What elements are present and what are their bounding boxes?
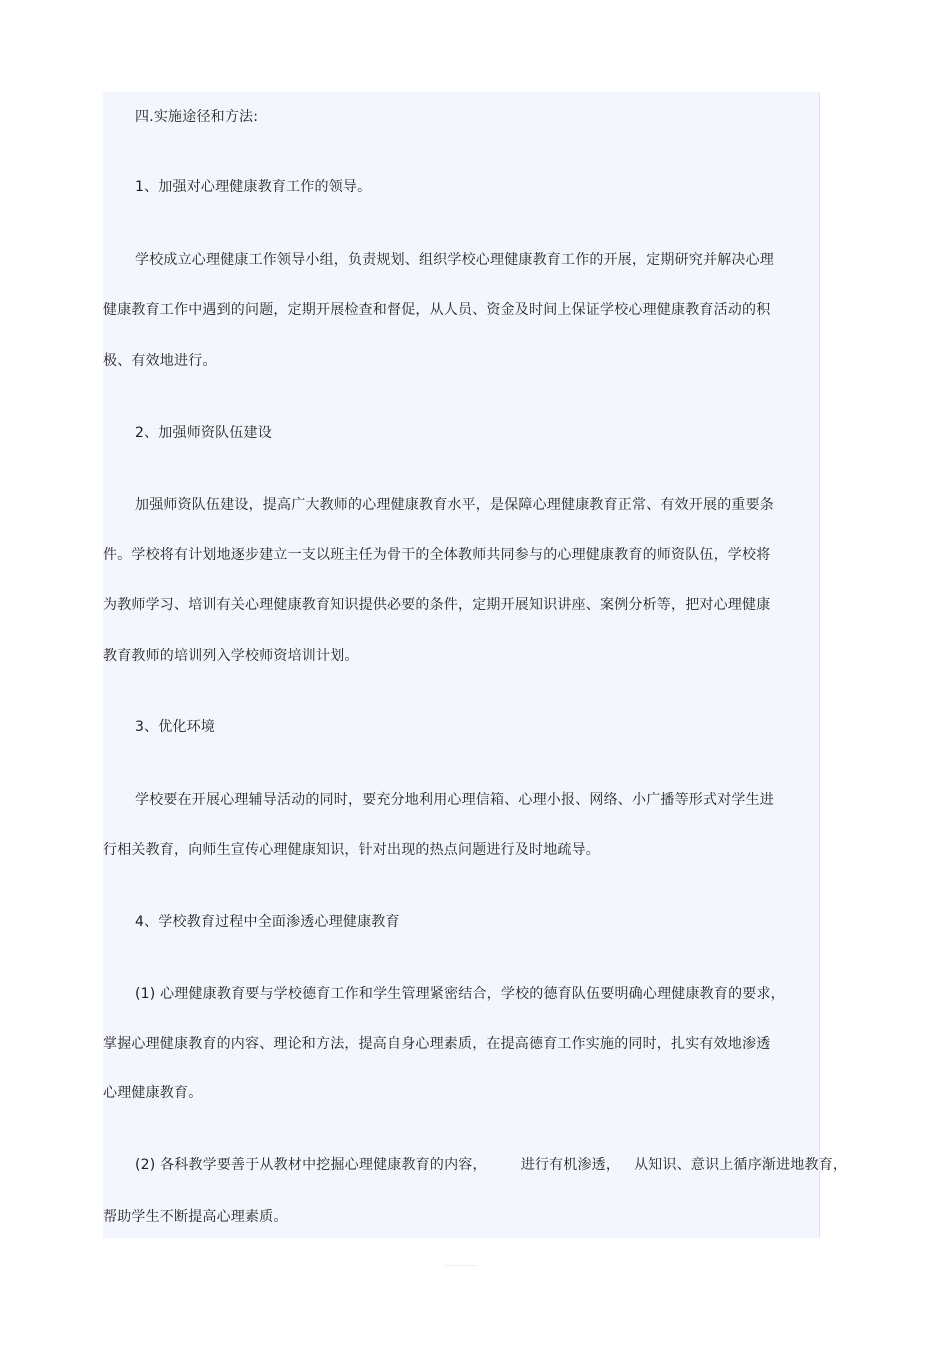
- text-segment: 进行有机渗透，: [520, 1157, 621, 1173]
- item-4-subparagraph-line: 掌握心理健康教育的内容、理论和方法，提高自身心理素质，在提高德育工作实施的同时，扎实有效地渗透: [103, 1036, 771, 1052]
- item-4-subparagraph-2-line: [135, 1155, 847, 1175]
- item-2-paragraph-line: 为教师学习、培训有关心理健康教育知识提供必要的条件，定期开展知识讲座、案例分析等，把对心理健康: [103, 597, 771, 613]
- item-4-subparagraph-line: 帮助学生不断提高心理素质。: [103, 1209, 288, 1225]
- item-3-heading: 3、优化环境: [135, 719, 216, 735]
- text-segment: 从知识、意识上循序渐进地教育，: [634, 1157, 848, 1173]
- item-3-paragraph-line: 学校要在开展心理辅导活动的同时，要充分地利用心理信箱、心理小报、网络、小广播等形式对学生进: [135, 792, 774, 808]
- item-1-paragraph-line: 极、有效地进行。: [103, 353, 217, 369]
- item-1-paragraph-line: 健康教育工作中遇到的问题，定期开展检查和督促，从人员、资金及时间上保证学校心理健康教育活动的积: [103, 302, 771, 318]
- page-footer-mark: [445, 1265, 477, 1266]
- section-heading: 四.实施途径和方法:: [135, 109, 259, 125]
- item-2-paragraph-line: 教育教师的培训列入学校师资培训计划。: [103, 648, 359, 664]
- item-2-heading: 2、加强师资队伍建设: [135, 425, 272, 441]
- item-1-paragraph-line: 学校成立心理健康工作领导小组，负责规划、组织学校心理健康教育工作的开展，定期研究并解决心理: [135, 252, 774, 268]
- item-2-paragraph-line: 件。学校将有计划地逐步建立一支以班主任为骨干的全体教师共同参与的心理健康教育的师资队伍，学校将: [103, 547, 771, 563]
- item-2-paragraph-line: 加强师资队伍建设，提高广大教师的心理健康教育水平，是保障心理健康教育正常、有效开展的重要条: [135, 497, 774, 513]
- text-segment: (2) 各科教学要善于从教材中挖掘心理健康教育的内容，: [135, 1157, 487, 1173]
- item-4-subparagraph-line: (1) 心理健康教育要与学校德育工作和学生管理紧密结合，学校的德育队伍要明确心理健康教育的要求，: [135, 986, 785, 1002]
- item-3-paragraph-line: 行相关教育，向师生宣传心理健康知识，针对出现的热点问题进行及时地疏导。: [103, 842, 600, 858]
- item-4-subparagraph-line: 心理健康教育。: [103, 1085, 203, 1101]
- item-1-heading: 1、加强对心理健康教育工作的领导。: [135, 179, 372, 195]
- item-4-heading: 4、学校教育过程中全面渗透心理健康教育: [135, 914, 400, 930]
